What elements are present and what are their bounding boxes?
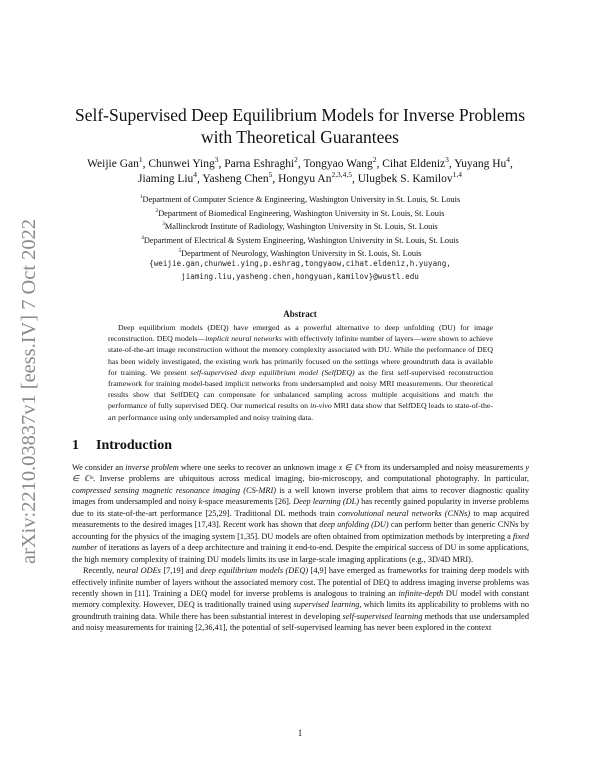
- abstract-heading: Abstract: [283, 309, 317, 319]
- emphasized-text: supervised learning: [293, 600, 360, 610]
- emphasized-text: inverse problem: [125, 463, 179, 472]
- body-text: . Inverse problems are ubiquitous across medical imaging, bio-microscopy, and computational photography. In particular,: [93, 474, 529, 484]
- email-line-1: {weijie.gan,chunwei.ying,p.eshrag,tongyaow,cihat.eldeniz,h.yuyang,: [149, 259, 451, 268]
- page-number: 1: [297, 728, 303, 738]
- introduction-body: [72, 462, 529, 634]
- body-text: [4,9] have emerged as frameworks for training deep models with effectively infinite number of layers without the associated memory cost. The potential of DEQ to address imaging inverse problems was recently shown in [11]. Training a DEQ model for inverse problems is analogous to training an: [72, 566, 530, 598]
- affiliation-number: 3: [162, 221, 165, 228]
- emphasized-text: deep equilibrium models (DEQ): [200, 566, 309, 576]
- body-text: -space measurements [26].: [202, 497, 294, 507]
- author-name: Jiaming Liu: [138, 173, 194, 185]
- emphasized-text: k: [198, 497, 203, 507]
- emphasized-text: convolutional neural networks (CNNs): [338, 508, 471, 518]
- body-text: [7,19] and: [160, 566, 201, 576]
- intro-paragraph-2: [72, 565, 529, 634]
- paper-title: [60, 104, 540, 148]
- body-text: Recently,: [83, 566, 117, 576]
- affiliation-number: 2: [155, 207, 159, 214]
- author-affiliation-marker: 2: [294, 155, 298, 165]
- author-affiliation-marker: 4: [506, 155, 510, 165]
- author-name: Weijie Gan: [87, 158, 139, 170]
- author-name: Cihat Eldeniz: [382, 158, 446, 170]
- emphasized-text: deep unfolding (DU): [319, 520, 389, 530]
- abstract-body: [108, 322, 493, 423]
- author-affiliation-marker: 1,4: [452, 170, 462, 180]
- emphasized-text: infinite-depth: [398, 588, 444, 598]
- emphasized-text: Deep learning (DL): [293, 497, 360, 507]
- affiliation-number: 4: [141, 234, 144, 241]
- body-text: We consider an: [72, 463, 126, 472]
- author-line-1: Weijie Gan$^1$, Chunwei Ying$^3$, Parna Eshraghi$^2$, Tongyao Wang$^2$, Cihat Eldeniz$^3$, Yuyang Hu$^4$,: [87, 155, 513, 170]
- arxiv-sidebar-stamp: [8, 214, 44, 564]
- body-text: from its undersampled and noisy measurements: [362, 463, 526, 472]
- emphasized-text: self-supervised deep equilibrium model (SelfDEQ): [190, 367, 355, 377]
- abstract-paragraph: [108, 322, 493, 423]
- emphasized-text: y ∈ ℂᵐ: [72, 463, 530, 484]
- affiliation-list: [80, 193, 520, 261]
- author-line-2: Jiaming Liu$^4$, Yasheng Chen$^5$, Hongyu An$^{2,3,4,5}$, Ulugbek S. Kamilov$^{1,4}$: [138, 170, 462, 185]
- affiliation-text: Department of Biomedical Engineering, Washington University in St. Louis, St. Louis: [158, 208, 445, 218]
- author-list: [70, 157, 530, 187]
- title-line-1: Self-Supervised Deep Equilibrium Models for Inverse Problems: [74, 105, 526, 125]
- author-name: Yuyang Hu: [454, 158, 507, 170]
- body-text: can perform better than generic CNNs by accounting for the physics of the imaging system [1,35]. DU models are often obtained from optimization methods by interpreting a: [72, 520, 529, 541]
- body-text: MRI data show that SelfDEQ leads to state-of-the-art performance using only undersampled and noisy training data.: [108, 401, 493, 422]
- body-text: Deep equilibrium models (DEQ) have emerged as a powerful alternative to deep unfolding (DU) for image reconstruction. DEQ models—: [108, 323, 493, 344]
- body-text: where one seeks to recover an unknown image: [178, 463, 339, 472]
- author-affiliation-marker: 1: [138, 155, 143, 165]
- affiliation-line: [80, 234, 520, 248]
- body-text: DU model with constant memory complexity. However, DEQ is traditionally trained using: [72, 588, 529, 610]
- author-affiliation-marker: 3: [214, 155, 219, 165]
- emphasized-text: x ∈ ℂⁿ: [338, 463, 363, 472]
- body-text: , which limits its applicability to problems with no groundtruth training data. While there has been substantial interest in developing: [72, 600, 529, 621]
- emphasized-text: implicit neural networks: [205, 334, 282, 344]
- affiliation-line: [80, 207, 520, 221]
- affiliation-line: [80, 220, 520, 234]
- emphasized-text: compressed sensing magnetic resonance imaging (CS-MRI): [72, 485, 276, 495]
- email-block: [80, 258, 520, 283]
- author-affiliation-marker: 5: [268, 170, 273, 180]
- body-text: has recently gained popularity in inverse problems due to its state-of-the-art performance [25,29]. Traditional DL methods train: [72, 497, 529, 518]
- emphasized-text: in-vivo: [310, 401, 332, 411]
- author-name: Hongyu An: [278, 173, 332, 185]
- author-name: Parna Eshraghi: [224, 158, 295, 170]
- section-heading: [72, 438, 172, 454]
- intro-paragraph-1: [72, 462, 529, 565]
- author-affiliation-marker: 3: [445, 155, 449, 165]
- emphasized-text: fixed number: [72, 531, 529, 553]
- affiliation-line: [80, 193, 520, 207]
- body-text: as the first self-supervised reconstruction framework for training model-based implicit networks from undersampled and noisy MRI measurements. Our theoretical results show that SelfDEQ can compensate for unbalanced sampling across multiple acquisitions and match the performance of fully supervised DEQ. Our numerical results on: [108, 367, 493, 411]
- section-number: 1: [72, 438, 79, 453]
- body-text: is a well known inverse problem that aims to recover diagnostic quality images from undersampled and noisy: [72, 485, 529, 507]
- body-text: of iterations as layers of a deep architecture and training it end-to-end. Despite the empirical success of DU in some applications, the high memory complexity of training DU models limits its use in large-scale imaging applications (e.g., 3D/4D MRI).: [72, 543, 529, 564]
- body-text: with effectively infinite number of layers—were shown to achieve state-of-the-art image reconstruction without the memory complexity associated with DU. While the performance of DEQ has been widely investigated, the existing work has primarily focused on the settings where groundtruth data is available for training. We present: [108, 334, 493, 377]
- author-name: Ulugbek S. Kamilov: [357, 173, 453, 185]
- email-line-2: jiaming.liu,yasheng.chen,hongyuan,kamilov}@wustl.edu: [181, 271, 419, 281]
- author-affiliation-marker: 2,3,4,5: [331, 170, 352, 180]
- affiliation-number: 1: [139, 194, 143, 201]
- body-text: methods that use undersampled and noisy measurements for training [2,36,41], the potential of self-supervised learning has never been explored in the context: [72, 611, 529, 633]
- affiliation-text: Mallinckrodt Institute of Radiology, Washington University in St. Louis, St. Louis: [164, 222, 438, 231]
- body-text: to map acquired measurements to the desired images [17,43]. Recent work has shown that: [72, 508, 530, 530]
- affiliation-text: Department of Computer Science & Engineering, Washington University in St. Louis, St. Louis: [142, 195, 461, 204]
- arxiv-identifier: arXiv:2210.03837v1 [eess.IV] 7 Oct 2022: [19, 234, 40, 564]
- author-name: Chunwei Ying: [148, 158, 215, 170]
- emphasized-text: self-supervised learning: [342, 611, 423, 621]
- author-affiliation-marker: 2: [372, 155, 377, 165]
- affiliation-number: 5: [178, 248, 182, 255]
- author-affiliation-marker: 4: [193, 170, 198, 180]
- title-line-2: with Theoretical Guarantees: [201, 127, 399, 147]
- affiliation-text: Department of Electrical & System Engineering, Washington University in St. Louis, St. Louis: [143, 235, 459, 245]
- affiliation-text: Department of Neurology, Washington University in St. Louis, St. Louis: [181, 249, 422, 258]
- emphasized-text: neural ODEs: [116, 566, 161, 576]
- author-name: Tongyao Wang: [303, 158, 373, 170]
- author-name: Yasheng Chen: [202, 173, 269, 185]
- section-title: Introduction: [96, 438, 172, 453]
